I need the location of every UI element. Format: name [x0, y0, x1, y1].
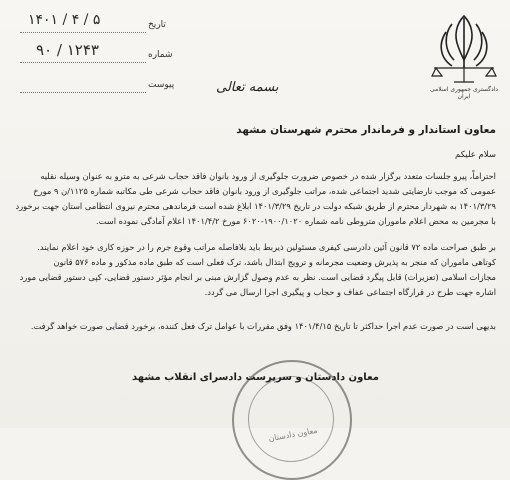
signature-title: معاون دادستان و سرپرست دادسرای انقلاب مشهد — [132, 372, 379, 383]
number-line — [20, 62, 146, 63]
org-caption: دادگستری جمهوری اسلامی ایران — [430, 86, 498, 100]
invocation: بسمه تعالی — [216, 80, 279, 95]
date-value: ۱۴۰۱ / ۴ / ۵ — [28, 12, 101, 28]
paragraph2-line: کوتاهی ماموران که منجر به پذیرش وضعیت مجرمانه و ترویج ابتذال باشد، ترک فعلی است که طبق ماده مذکور و ماده ۵۷۶ قانون — [53, 257, 496, 267]
iran-emblem-icon — [428, 10, 500, 88]
paragraph1-line: عمومی که موجب نارضایتی شدید اجتماعی شده، مراتب جلوگیری از ورود بانوان فاقد حجاب شرعی طی مکاتبه شماره ۱۱۲۵/ن ۹ مورخ — [33, 186, 496, 196]
stamp-text: معاون دادستان — [267, 425, 319, 444]
stamp-inner-ring — [248, 376, 334, 462]
attachment-label: پیوست — [148, 80, 175, 90]
closing-line: بدیهی است در صورت عدم اجرا حداکثر تا تاریخ ۱۴۰۱/۴/۱۵ وفق مقررات با عوامل ترک فعل کننده، برخورد قضایی صورت خواهد گرفت. — [30, 321, 496, 331]
paragraph1-line: احتراماً، پیرو جلسات متعدد برگزار شده در خصوص ضرورت جلوگیری از ورود بانوان فاقد حجاب شرعی به مترو به عنوان وسیله نقلیه — [40, 171, 496, 181]
paragraph2-line: مجازات اسلامی (تعزیرات) قابل پیگرد قضایی است. نظر به عدم وصول گزارش مبنی بر انجام مؤثر دستور قضایی، کپی دستور قضایی مورد — [19, 272, 496, 282]
date-line — [20, 32, 146, 33]
paragraph2-line: بر طبق صراحت ماده ۷۲ قانون آئین دادرسی کیفری مسئولین ذیربط باید بلافاصله مراتب وقوع جرم را در حوزه کاری خود اعلام نمایند. — [37, 242, 496, 252]
number-label: شماره — [148, 50, 173, 60]
paragraph1-line: با مجرمین به محض اعلام ماموران متروطی نامه شماره ۱۹۰۰/۱۰۲۰-۶۰۲۰ مورخ ۱۴۰۱/۴/۲ اعلام آمادگی نموده است. — [95, 216, 496, 226]
paragraph1-line: ۱۴۰۱/۳/۲۹ به شهردار محترم از طریق شبکه دولت در تاریخ ۱۴۰۱/۳/۲۹ ابلاغ شده است فرماندهی محترم نیروی انتظامی استان جهت برخورد — [15, 201, 496, 211]
paragraph2-line: اشاره جهت طرح در قرارگاه اجتماعی عفاف و حجاب و پیگیری اجرا ارسال می گردد. — [204, 287, 496, 297]
recipient: معاون استاندار و فرماندار محترم شهرستان مشهد — [236, 124, 496, 136]
number-value: ۹۰ / ۱۲۴۳ — [36, 41, 99, 59]
greeting: سلام علیکم — [455, 150, 496, 160]
attachment-line — [20, 92, 146, 93]
date-label: تاریخ — [148, 20, 166, 30]
